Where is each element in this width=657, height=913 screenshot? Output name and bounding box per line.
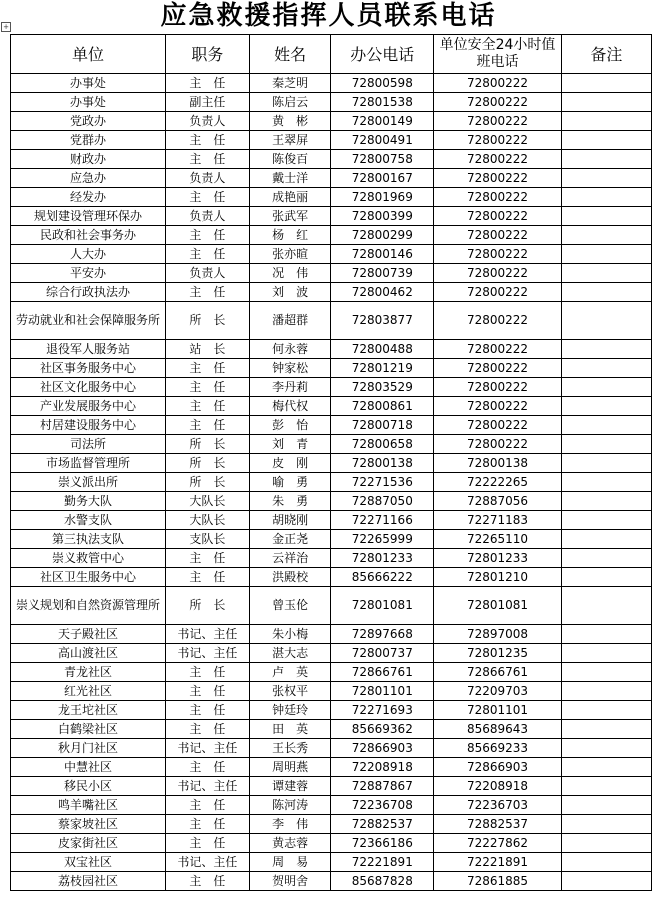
position-cell: 书记、主任	[166, 644, 250, 663]
unit-cell: 村居建设服务中心	[11, 416, 166, 435]
table-row	[11, 226, 652, 245]
position-cell: 主 任	[166, 663, 250, 682]
note-cell	[561, 815, 651, 834]
unit-cell: 双宝社区	[11, 853, 166, 872]
table-row	[11, 378, 652, 397]
duty-phone-cell: 72800222	[434, 169, 562, 188]
position-cell: 主 任	[166, 131, 250, 150]
name-cell: 喻 勇	[249, 473, 331, 492]
unit-cell: 白鹤梁社区	[11, 720, 166, 739]
office-phone-cell: 72801538	[331, 93, 434, 112]
name-cell: 杨 红	[249, 226, 331, 245]
office-phone-cell: 72265999	[331, 530, 434, 549]
name-cell: 周明燕	[249, 758, 331, 777]
office-phone-cell: 72801969	[331, 188, 434, 207]
position-cell: 副主任	[166, 93, 250, 112]
table-header-row	[11, 35, 652, 74]
duty-phone-cell: 72800222	[434, 302, 562, 340]
office-phone-cell: 72800488	[331, 340, 434, 359]
position-cell: 所 长	[166, 302, 250, 340]
office-phone-cell: 72800861	[331, 397, 434, 416]
office-phone-cell: 72800758	[331, 150, 434, 169]
table-row	[11, 777, 652, 796]
note-cell	[561, 834, 651, 853]
unit-cell: 退役军人服务站	[11, 340, 166, 359]
position-cell: 主 任	[166, 397, 250, 416]
table-row	[11, 283, 652, 302]
note-cell	[561, 93, 651, 112]
name-cell: 金正尧	[249, 530, 331, 549]
position-cell: 主 任	[166, 150, 250, 169]
table-row	[11, 169, 652, 188]
name-cell: 胡晓刚	[249, 511, 331, 530]
name-cell: 朱小梅	[249, 625, 331, 644]
duty-phone-cell: 85689643	[434, 720, 562, 739]
table-row	[11, 739, 652, 758]
table-row	[11, 112, 652, 131]
duty-phone-cell: 72800222	[434, 226, 562, 245]
position-cell: 主 任	[166, 74, 250, 93]
table-row	[11, 511, 652, 530]
name-cell: 洪殿校	[249, 568, 331, 587]
office-phone-cell: 72366186	[331, 834, 434, 853]
office-phone-cell: 72801081	[331, 587, 434, 625]
unit-cell: 天子殿社区	[11, 625, 166, 644]
duty-phone-cell: 72800222	[434, 131, 562, 150]
duty-phone-cell: 72800222	[434, 150, 562, 169]
duty-phone-cell: 72800222	[434, 112, 562, 131]
note-cell	[561, 226, 651, 245]
note-cell	[561, 663, 651, 682]
unit-cell: 移民小区	[11, 777, 166, 796]
table-row	[11, 93, 652, 112]
duty-phone-cell: 72801210	[434, 568, 562, 587]
position-cell: 主 任	[166, 568, 250, 587]
office-phone-cell: 72800658	[331, 435, 434, 454]
table-row	[11, 644, 652, 663]
office-phone-cell: 72800146	[331, 245, 434, 264]
table-row	[11, 796, 652, 815]
name-cell: 刘 波	[249, 283, 331, 302]
name-cell: 张亦暄	[249, 245, 331, 264]
header-duty-phone: 单位安全24小时值班电话	[434, 35, 562, 74]
position-cell: 主 任	[166, 549, 250, 568]
note-cell	[561, 568, 651, 587]
office-phone-cell: 85687828	[331, 872, 434, 891]
unit-cell: 社区事务服务中心	[11, 359, 166, 378]
note-cell	[561, 492, 651, 511]
table-row	[11, 682, 652, 701]
table-row	[11, 131, 652, 150]
unit-cell: 综合行政执法办	[11, 283, 166, 302]
table-row	[11, 454, 652, 473]
office-phone-cell: 72800491	[331, 131, 434, 150]
duty-phone-cell: 72227862	[434, 834, 562, 853]
office-phone-cell: 72887867	[331, 777, 434, 796]
table-row	[11, 530, 652, 549]
unit-cell: 平安办	[11, 264, 166, 283]
unit-cell: 司法所	[11, 435, 166, 454]
duty-phone-cell: 72887056	[434, 492, 562, 511]
note-cell	[561, 454, 651, 473]
contact-table	[10, 34, 652, 891]
unit-cell: 崇义派出所	[11, 473, 166, 492]
office-phone-cell: 72800718	[331, 416, 434, 435]
note-cell	[561, 397, 651, 416]
table-row	[11, 245, 652, 264]
position-cell: 书记、主任	[166, 853, 250, 872]
name-cell: 彭 怡	[249, 416, 331, 435]
name-cell: 陈俊百	[249, 150, 331, 169]
name-cell: 梅代权	[249, 397, 331, 416]
duty-phone-cell: 72209703	[434, 682, 562, 701]
duty-phone-cell: 72800138	[434, 454, 562, 473]
position-cell: 主 任	[166, 682, 250, 701]
office-phone-cell: 72803529	[331, 378, 434, 397]
note-cell	[561, 701, 651, 720]
unit-cell: 红光社区	[11, 682, 166, 701]
duty-phone-cell: 72801235	[434, 644, 562, 663]
office-phone-cell: 72800149	[331, 112, 434, 131]
duty-phone-cell: 72800222	[434, 416, 562, 435]
unit-cell: 第三执法支队	[11, 530, 166, 549]
note-cell	[561, 245, 651, 264]
name-cell: 谭建蓉	[249, 777, 331, 796]
table-row	[11, 188, 652, 207]
note-cell	[561, 587, 651, 625]
name-cell: 刘 青	[249, 435, 331, 454]
unit-cell: 产业发展服务中心	[11, 397, 166, 416]
table-move-handle-icon[interactable]: +	[1, 22, 11, 32]
position-cell: 主 任	[166, 188, 250, 207]
note-cell	[561, 435, 651, 454]
office-phone-cell: 72800167	[331, 169, 434, 188]
duty-phone-cell: 72800222	[434, 207, 562, 226]
office-phone-cell: 72801233	[331, 549, 434, 568]
table-row	[11, 397, 652, 416]
duty-phone-cell: 72866903	[434, 758, 562, 777]
position-cell: 主 任	[166, 378, 250, 397]
name-cell: 卢 英	[249, 663, 331, 682]
position-cell: 支队长	[166, 530, 250, 549]
duty-phone-cell: 72800222	[434, 283, 562, 302]
table-row	[11, 625, 652, 644]
header-unit: 单位	[11, 35, 166, 74]
table-row	[11, 473, 652, 492]
table-row	[11, 340, 652, 359]
note-cell	[561, 416, 651, 435]
position-cell: 书记、主任	[166, 625, 250, 644]
note-cell	[561, 359, 651, 378]
note-cell	[561, 150, 651, 169]
office-phone-cell: 72271536	[331, 473, 434, 492]
note-cell	[561, 777, 651, 796]
office-phone-cell: 72897668	[331, 625, 434, 644]
position-cell: 负责人	[166, 207, 250, 226]
unit-cell: 皮家街社区	[11, 834, 166, 853]
office-phone-cell: 72800462	[331, 283, 434, 302]
name-cell: 曾玉伦	[249, 587, 331, 625]
duty-phone-cell: 72271183	[434, 511, 562, 530]
duty-phone-cell: 72236703	[434, 796, 562, 815]
unit-cell: 荔枝园社区	[11, 872, 166, 891]
office-phone-cell: 72801219	[331, 359, 434, 378]
name-cell: 田 英	[249, 720, 331, 739]
note-cell	[561, 131, 651, 150]
unit-cell: 市场监督管理所	[11, 454, 166, 473]
office-phone-cell: 72221891	[331, 853, 434, 872]
name-cell: 王长秀	[249, 739, 331, 758]
name-cell: 黄志蓉	[249, 834, 331, 853]
table-row	[11, 492, 652, 511]
position-cell: 主 任	[166, 720, 250, 739]
table-row	[11, 74, 652, 93]
note-cell	[561, 264, 651, 283]
note-cell	[561, 625, 651, 644]
duty-phone-cell: 72882537	[434, 815, 562, 834]
office-phone-cell: 85666222	[331, 568, 434, 587]
duty-phone-cell: 85669233	[434, 739, 562, 758]
unit-cell: 社区卫生服务中心	[11, 568, 166, 587]
office-phone-cell: 72271693	[331, 701, 434, 720]
position-cell: 大队长	[166, 492, 250, 511]
unit-cell: 应急办	[11, 169, 166, 188]
table-row	[11, 834, 652, 853]
unit-cell: 规划建设管理环保办	[11, 207, 166, 226]
note-cell	[561, 758, 651, 777]
table-row	[11, 720, 652, 739]
position-cell: 书记、主任	[166, 739, 250, 758]
position-cell: 负责人	[166, 264, 250, 283]
duty-phone-cell: 72800222	[434, 340, 562, 359]
unit-cell: 秋月门社区	[11, 739, 166, 758]
office-phone-cell: 72882537	[331, 815, 434, 834]
table-row	[11, 207, 652, 226]
position-cell: 主 任	[166, 815, 250, 834]
office-phone-cell: 72800399	[331, 207, 434, 226]
name-cell: 陈河涛	[249, 796, 331, 815]
name-cell: 何永蓉	[249, 340, 331, 359]
position-cell: 所 长	[166, 454, 250, 473]
header-office-phone: 办公电话	[331, 35, 434, 74]
office-phone-cell: 72208918	[331, 758, 434, 777]
name-cell: 陈启云	[249, 93, 331, 112]
name-cell: 况 伟	[249, 264, 331, 283]
unit-cell: 民政和社会事务办	[11, 226, 166, 245]
table-row	[11, 435, 652, 454]
unit-cell: 崇义救管中心	[11, 549, 166, 568]
position-cell: 主 任	[166, 834, 250, 853]
note-cell	[561, 207, 651, 226]
office-phone-cell: 72801101	[331, 682, 434, 701]
duty-phone-cell: 72800222	[434, 188, 562, 207]
office-phone-cell: 72800598	[331, 74, 434, 93]
name-cell: 黄 彬	[249, 112, 331, 131]
duty-phone-cell: 72800222	[434, 397, 562, 416]
duty-phone-cell: 72221891	[434, 853, 562, 872]
position-cell: 站 长	[166, 340, 250, 359]
unit-cell: 人大办	[11, 245, 166, 264]
header-note: 备注	[561, 35, 651, 74]
duty-phone-cell: 72800222	[434, 359, 562, 378]
table-row	[11, 416, 652, 435]
office-phone-cell: 72236708	[331, 796, 434, 815]
note-cell	[561, 188, 651, 207]
name-cell: 钟廷玲	[249, 701, 331, 720]
position-cell: 所 长	[166, 473, 250, 492]
unit-cell: 勤务大队	[11, 492, 166, 511]
position-cell: 主 任	[166, 283, 250, 302]
duty-phone-cell: 72801081	[434, 587, 562, 625]
table-row	[11, 758, 652, 777]
duty-phone-cell: 72208918	[434, 777, 562, 796]
duty-phone-cell: 72800222	[434, 245, 562, 264]
table-row	[11, 587, 652, 625]
office-phone-cell: 72800737	[331, 644, 434, 663]
note-cell	[561, 853, 651, 872]
office-phone-cell: 72866761	[331, 663, 434, 682]
office-phone-cell: 72800299	[331, 226, 434, 245]
table-row	[11, 359, 652, 378]
position-cell: 大队长	[166, 511, 250, 530]
office-phone-cell: 72271166	[331, 511, 434, 530]
note-cell	[561, 739, 651, 758]
duty-phone-cell: 72800222	[434, 435, 562, 454]
note-cell	[561, 473, 651, 492]
name-cell: 李 伟	[249, 815, 331, 834]
duty-phone-cell: 72861885	[434, 872, 562, 891]
note-cell	[561, 872, 651, 891]
note-cell	[561, 112, 651, 131]
table-row	[11, 663, 652, 682]
name-cell: 朱 勇	[249, 492, 331, 511]
table-row	[11, 150, 652, 169]
name-cell: 李丹莉	[249, 378, 331, 397]
name-cell: 成艳丽	[249, 188, 331, 207]
office-phone-cell: 72866903	[331, 739, 434, 758]
unit-cell: 崇义规划和自然资源管理所	[11, 587, 166, 625]
note-cell	[561, 644, 651, 663]
duty-phone-cell: 72866761	[434, 663, 562, 682]
unit-cell: 财政办	[11, 150, 166, 169]
table-row	[11, 302, 652, 340]
position-cell: 主 任	[166, 226, 250, 245]
office-phone-cell: 85669362	[331, 720, 434, 739]
duty-phone-cell: 72800222	[434, 264, 562, 283]
position-cell: 所 长	[166, 587, 250, 625]
note-cell	[561, 302, 651, 340]
name-cell: 皮 刚	[249, 454, 331, 473]
unit-cell: 青龙社区	[11, 663, 166, 682]
table-row	[11, 549, 652, 568]
note-cell	[561, 720, 651, 739]
unit-cell: 龙王坨社区	[11, 701, 166, 720]
position-cell: 主 任	[166, 416, 250, 435]
office-phone-cell: 72803877	[331, 302, 434, 340]
name-cell: 湛大志	[249, 644, 331, 663]
unit-cell: 蔡家坡社区	[11, 815, 166, 834]
office-phone-cell: 72800138	[331, 454, 434, 473]
position-cell: 主 任	[166, 245, 250, 264]
name-cell: 钟家松	[249, 359, 331, 378]
unit-cell: 社区文化服务中心	[11, 378, 166, 397]
note-cell	[561, 530, 651, 549]
unit-cell: 党政办	[11, 112, 166, 131]
unit-cell: 办事处	[11, 93, 166, 112]
note-cell	[561, 682, 651, 701]
office-phone-cell: 72887050	[331, 492, 434, 511]
duty-phone-cell: 72800222	[434, 93, 562, 112]
unit-cell: 水警支队	[11, 511, 166, 530]
table-row	[11, 701, 652, 720]
note-cell	[561, 511, 651, 530]
note-cell	[561, 378, 651, 397]
position-cell: 所 长	[166, 435, 250, 454]
duty-phone-cell: 72800222	[434, 74, 562, 93]
name-cell: 周 易	[249, 853, 331, 872]
unit-cell: 党群办	[11, 131, 166, 150]
name-cell: 潘超群	[249, 302, 331, 340]
name-cell: 张武军	[249, 207, 331, 226]
note-cell	[561, 283, 651, 302]
note-cell	[561, 74, 651, 93]
note-cell	[561, 340, 651, 359]
unit-cell: 中慧社区	[11, 758, 166, 777]
name-cell: 张权平	[249, 682, 331, 701]
unit-cell: 高山渡社区	[11, 644, 166, 663]
duty-phone-cell: 72897008	[434, 625, 562, 644]
position-cell: 主 任	[166, 796, 250, 815]
note-cell	[561, 549, 651, 568]
name-cell: 戴士洋	[249, 169, 331, 188]
table-row	[11, 853, 652, 872]
unit-cell: 办事处	[11, 74, 166, 93]
document-title: 应急救援指挥人员联系电话	[160, 1, 497, 31]
position-cell: 主 任	[166, 359, 250, 378]
position-cell: 负责人	[166, 169, 250, 188]
table-row	[11, 815, 652, 834]
duty-phone-cell: 72800222	[434, 378, 562, 397]
position-cell: 主 任	[166, 701, 250, 720]
note-cell	[561, 796, 651, 815]
unit-cell: 经发办	[11, 188, 166, 207]
table-row	[11, 264, 652, 283]
unit-cell: 劳动就业和社会保障服务所	[11, 302, 166, 340]
header-position: 职务	[166, 35, 250, 74]
duty-phone-cell: 72801101	[434, 701, 562, 720]
table-row	[11, 872, 652, 891]
name-cell: 云祥治	[249, 549, 331, 568]
duty-phone-cell: 72265110	[434, 530, 562, 549]
note-cell	[561, 169, 651, 188]
name-cell: 王翠屏	[249, 131, 331, 150]
position-cell: 负责人	[166, 112, 250, 131]
position-cell: 书记、主任	[166, 777, 250, 796]
header-name: 姓名	[249, 35, 331, 74]
position-cell: 主 任	[166, 872, 250, 891]
duty-phone-cell: 72222265	[434, 473, 562, 492]
table-row	[11, 568, 652, 587]
position-cell: 主 任	[166, 758, 250, 777]
office-phone-cell: 72800739	[331, 264, 434, 283]
name-cell: 秦芝明	[249, 74, 331, 93]
unit-cell: 鸣羊嘴社区	[11, 796, 166, 815]
name-cell: 贺明舍	[249, 872, 331, 891]
duty-phone-cell: 72801233	[434, 549, 562, 568]
